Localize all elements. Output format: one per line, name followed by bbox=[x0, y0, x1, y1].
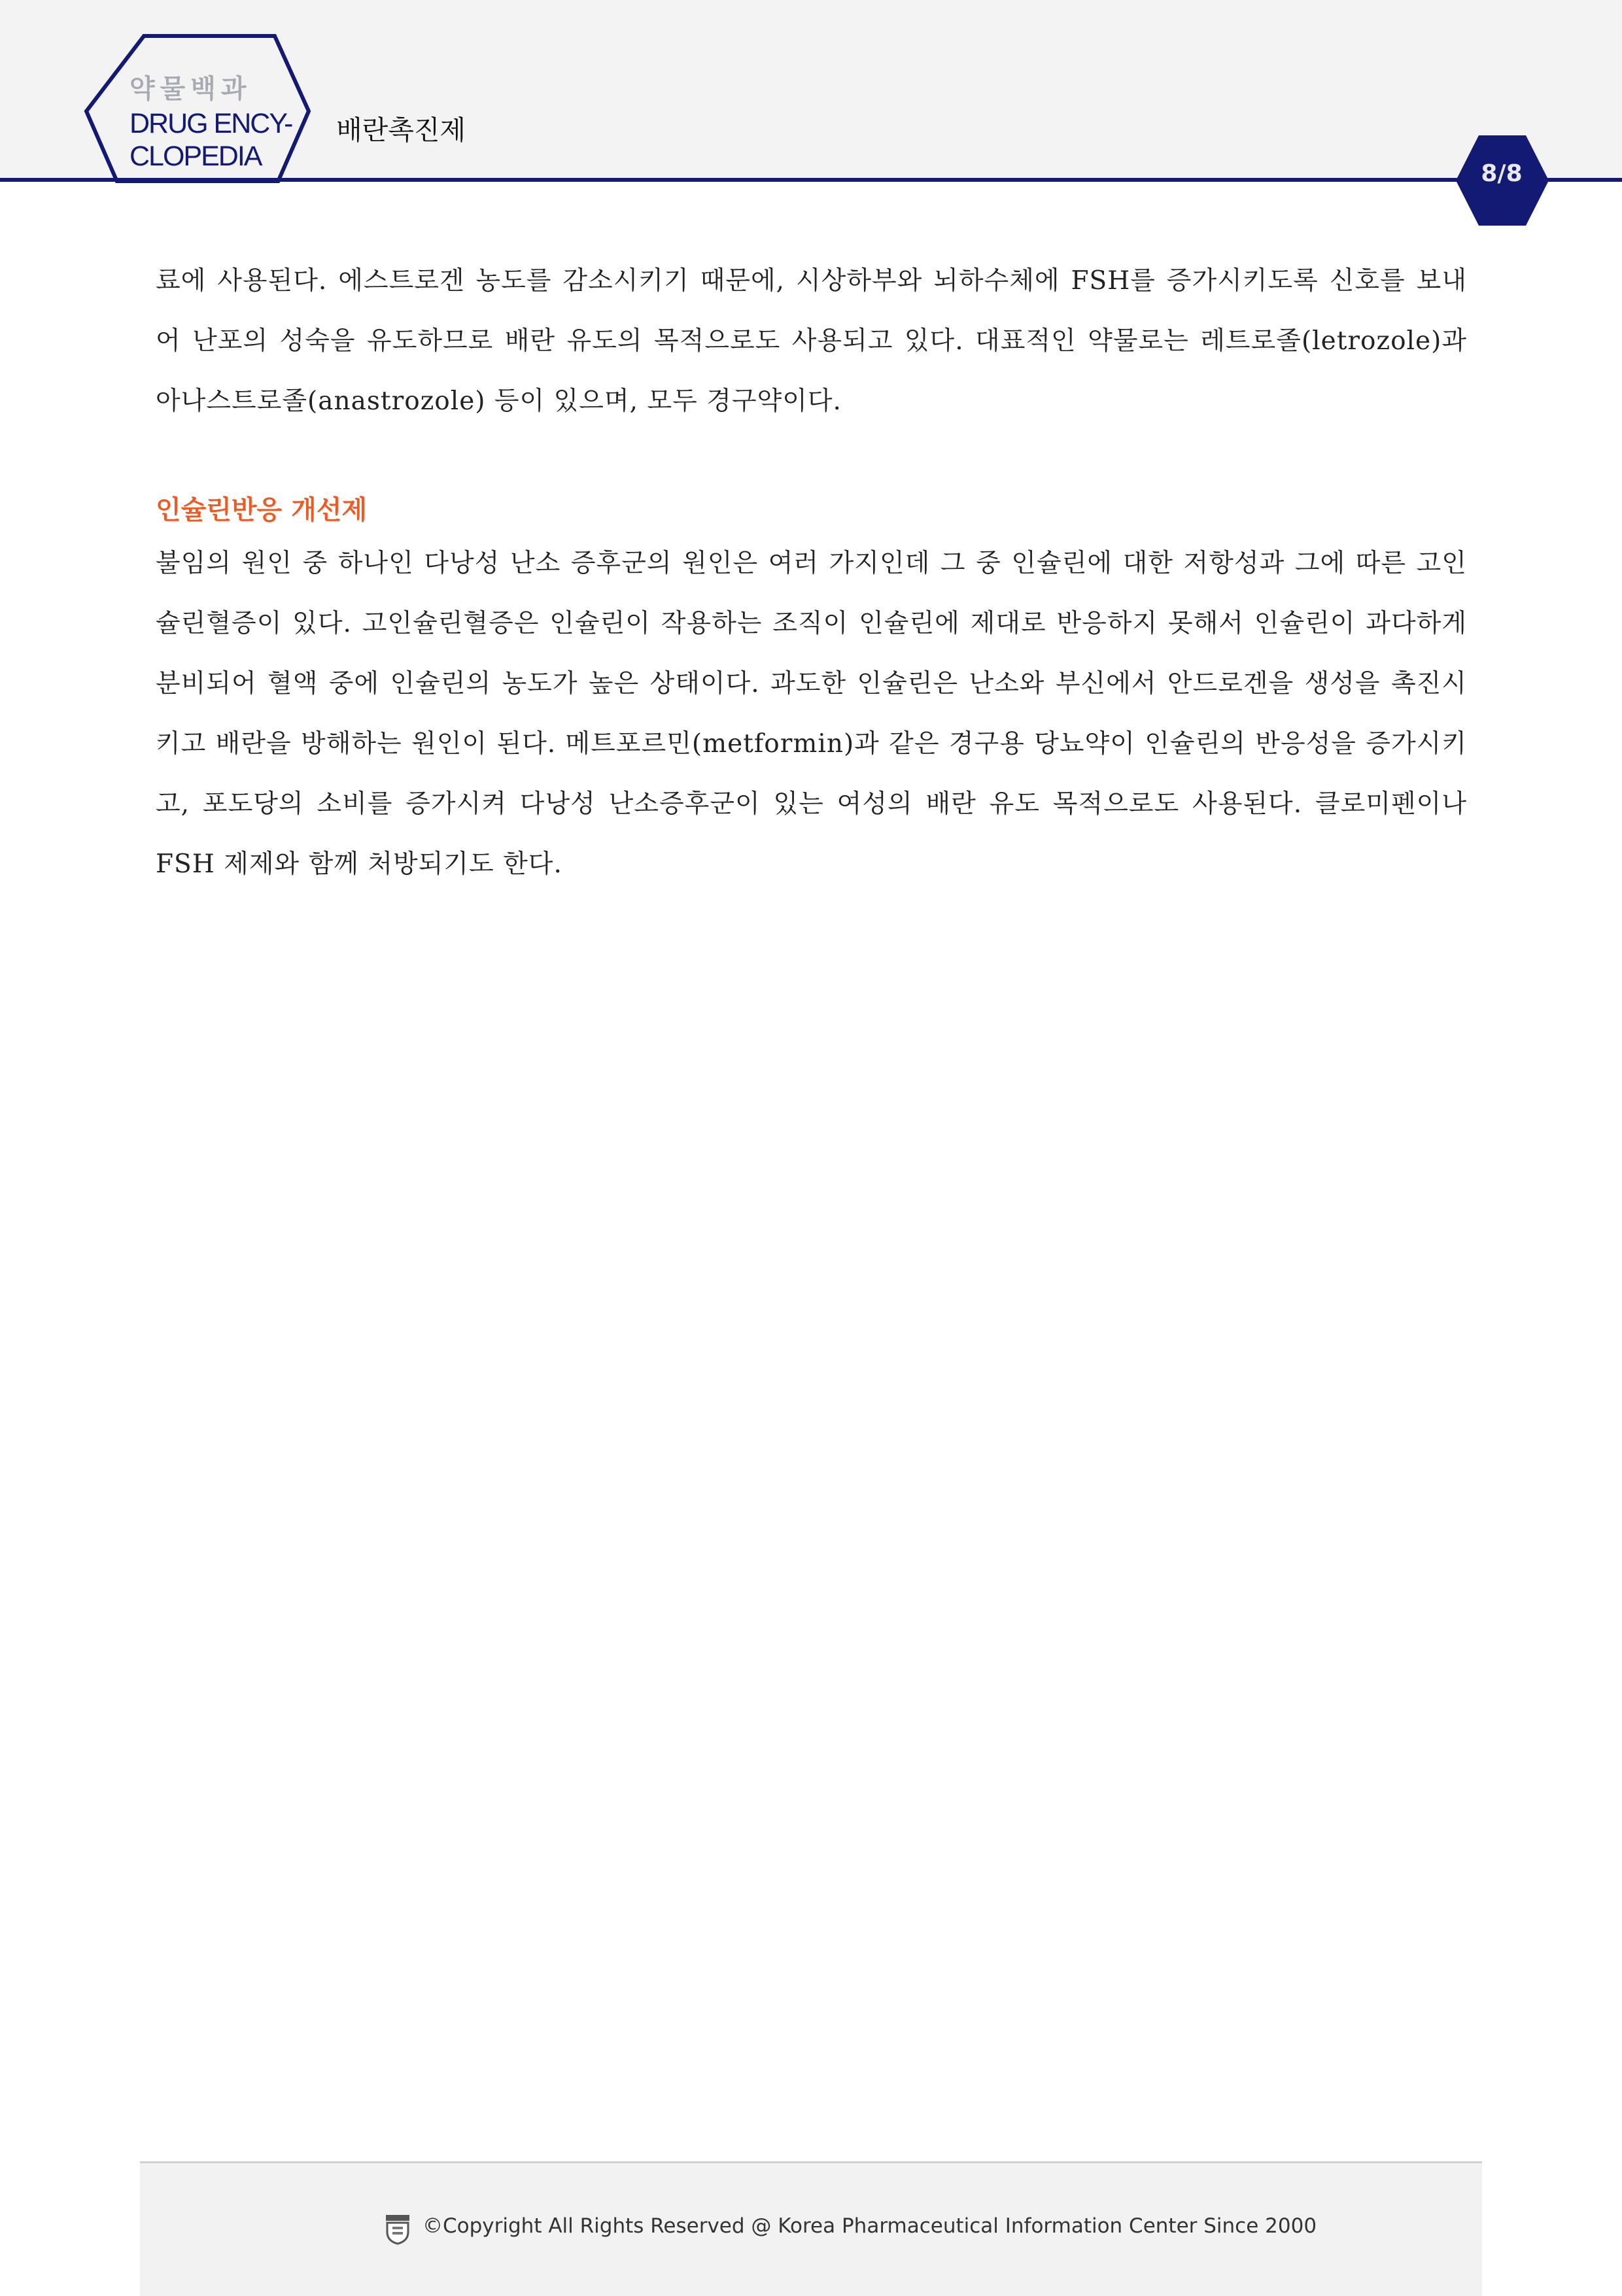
page-header bbox=[0, 0, 1622, 180]
document-title: 배란촉진제 bbox=[336, 114, 466, 146]
intro-paragraph: 료에 사용된다. 에스트로겐 농도를 감소시키기 때문에, 시상하부와 뇌하수체에 FSH를 증가시키도록 신호를 보내어 난포의 성숙을 유도하므로 배란 유도의 목적으로도 사용되고 있다. 대표적인 약물로는 레트로졸(letrozole)과 아나스트로졸(anastrozole) 등이 있으며, 모두 경구약이다. bbox=[156, 266, 1467, 416]
copyright-text: ©Copyright All Rights Reserved @ Korea Pharmaceutical Information Center Since 2000 bbox=[423, 2214, 1317, 2238]
section-heading: 인슐린반응 개선제 bbox=[156, 495, 368, 525]
shield-crest-icon bbox=[383, 2214, 412, 2245]
header-divider bbox=[0, 178, 1622, 182]
document-body bbox=[156, 251, 1467, 895]
page-indicator: 8/8 bbox=[1481, 160, 1523, 187]
section-paragraph: 불임의 원인 중 하나인 다낭성 난소 증후군의 원인은 여러 가지인데 그 중 인슐린에 대한 저항성과 그에 따른 고인슐린혈증이 있다. 고인슐린혈증은 인슐린이 작용하는 조직이 인슐린에 제대로 반응하지 못해서 인슐린이 과다하게 분비되어 혈액 중에 인슐린의 농도가 높은 상태이다. 과도한 인슐린은 난소와 부신에서 안드로겐을 생성을 촉진시키고 배란을 방해하는 원인이 된다. 메트포르민(metformin)과 같은 경구용 당뇨약이 인슐린의 반응성을 증가시키고, 포도당의 소비를 증가시켜 다낭성 난소증후군이 있는 여성의 배란 유도 목적으로도 사용된다. 클로미펜이나 FSH 제제와 함께 처방되기도 한다. bbox=[156, 549, 1467, 879]
logo-korean-text: 약물백과 bbox=[129, 74, 252, 104]
logo-english-text: DRUG ENCY- CLOPEDIA bbox=[129, 108, 292, 172]
